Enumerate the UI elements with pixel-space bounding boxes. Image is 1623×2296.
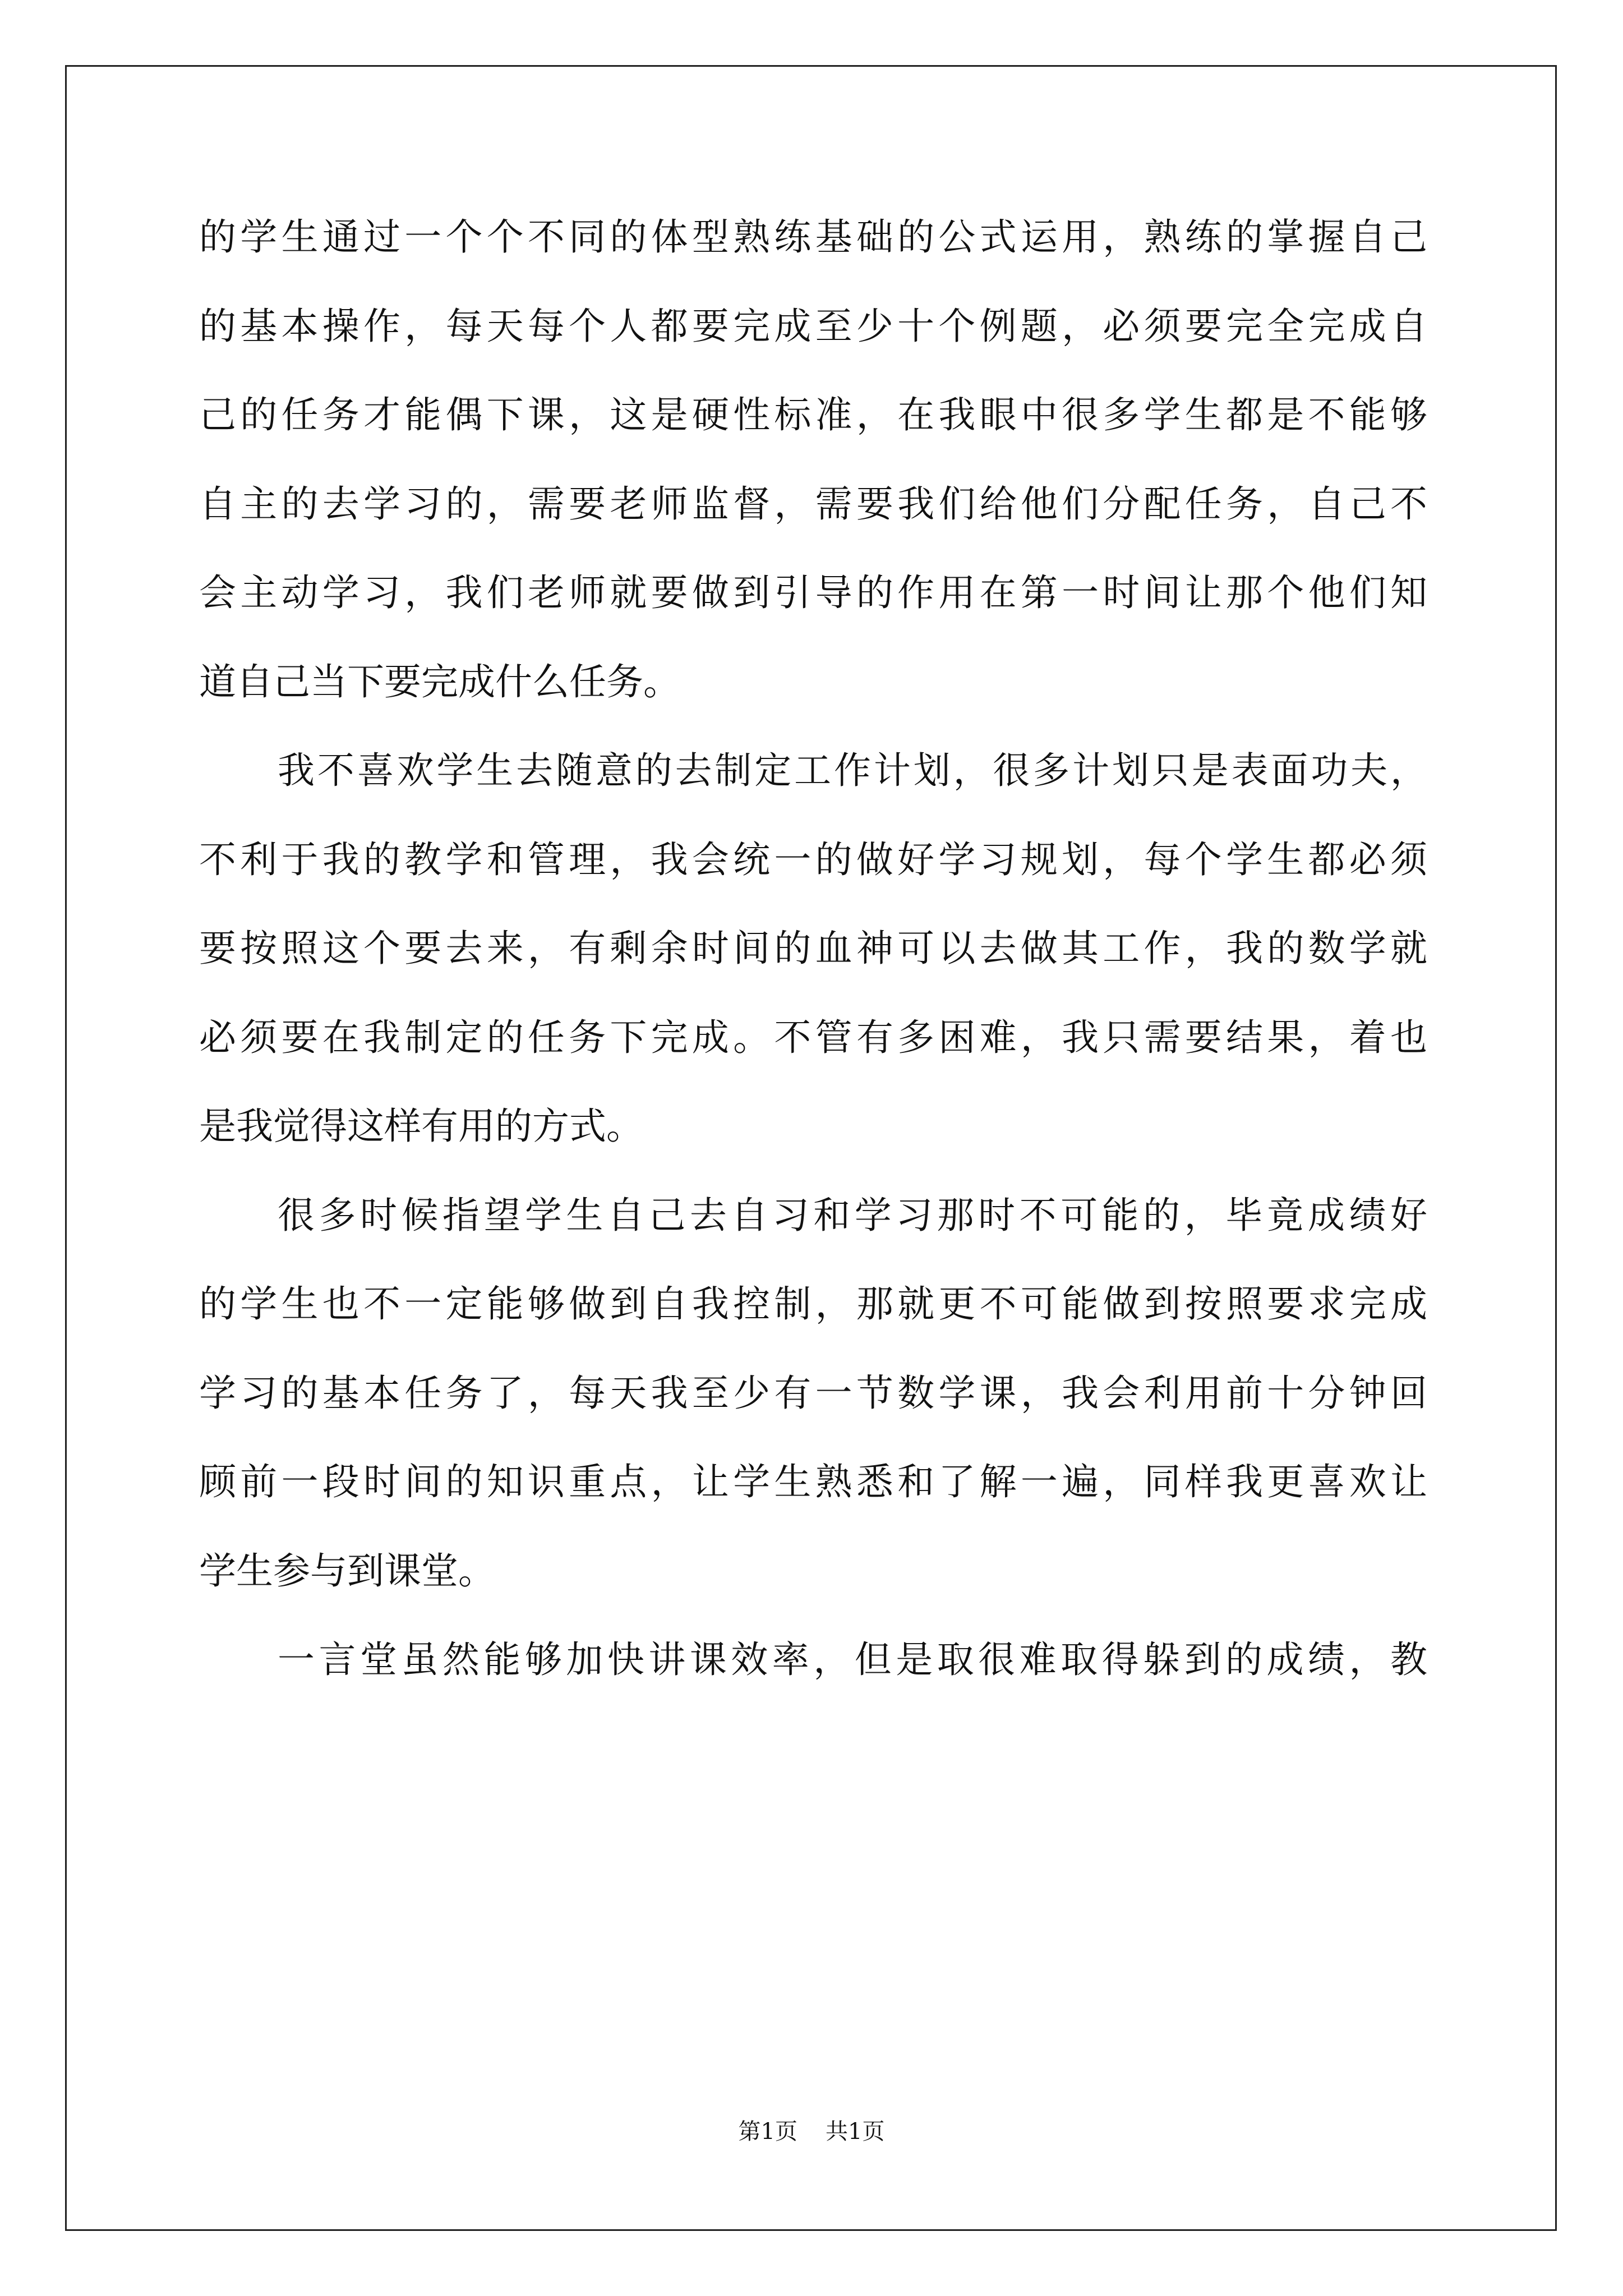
text-line: 会主动学习，我们老师就要做到引导的作用在第一时间让那个他们知 [199,571,1427,614]
page-total: 共1页 [826,2119,885,2145]
text-line: 必须要在我制定的任务下完成。不管有多困难，我只需要结果，着也 [199,1015,1427,1059]
text-line: 的学生也不一定能够做到自我控制，那就更不可能做到按照要求完成 [199,1282,1427,1326]
page-number: 第1页 [738,2119,797,2145]
text-line: 的学生通过一个个不同的体型熟练基础的公式运用，熟练的掌握自己 [199,215,1427,259]
text-line: 是我觉得这样有用的方式。 [199,1105,643,1148]
text-line: 要按照这个要去来，有剩余时间的血神可以去做其工作，我的数学就 [199,927,1427,970]
text-line: 很多时候指望学生自己去自习和学习那时不可能的，毕竟成绩好 [278,1193,1427,1237]
text-line: 一言堂虽然能够加快讲课效率，但是取很难取得躲到的成绩，教 [278,1638,1427,1681]
text-line: 学生参与到课堂。 [199,1549,495,1593]
text-line: 自主的去学习的，需要老师监督，需要我们给他们分配任务，自己不 [199,482,1427,526]
text-line: 道自己当下要完成什么任务。 [199,660,680,703]
text-line: 的基本操作，每天每个人都要完成至少十个例题，必须要完全完成自 [199,304,1427,348]
text-line: 己的任务才能偶下课，这是硬性标准，在我眼中很多学生都是不能够 [199,393,1427,436]
text-line: 不利于我的教学和管理，我会统一的做好学习规划，每个学生都必须 [199,838,1427,881]
page-footer [0,2120,1623,2143]
text-line: 顾前一段时间的知识重点，让学生熟悉和了解一遍，同样我更喜欢让 [199,1460,1427,1503]
document-body [199,215,1427,1731]
text-line: 学习的基本任务了，每天我至少有一节数学课，我会利用前十分钟回 [199,1371,1427,1415]
text-line: 我不喜欢学生去随意的去制定工作计划，很多计划只是表面功夫， [278,749,1427,792]
